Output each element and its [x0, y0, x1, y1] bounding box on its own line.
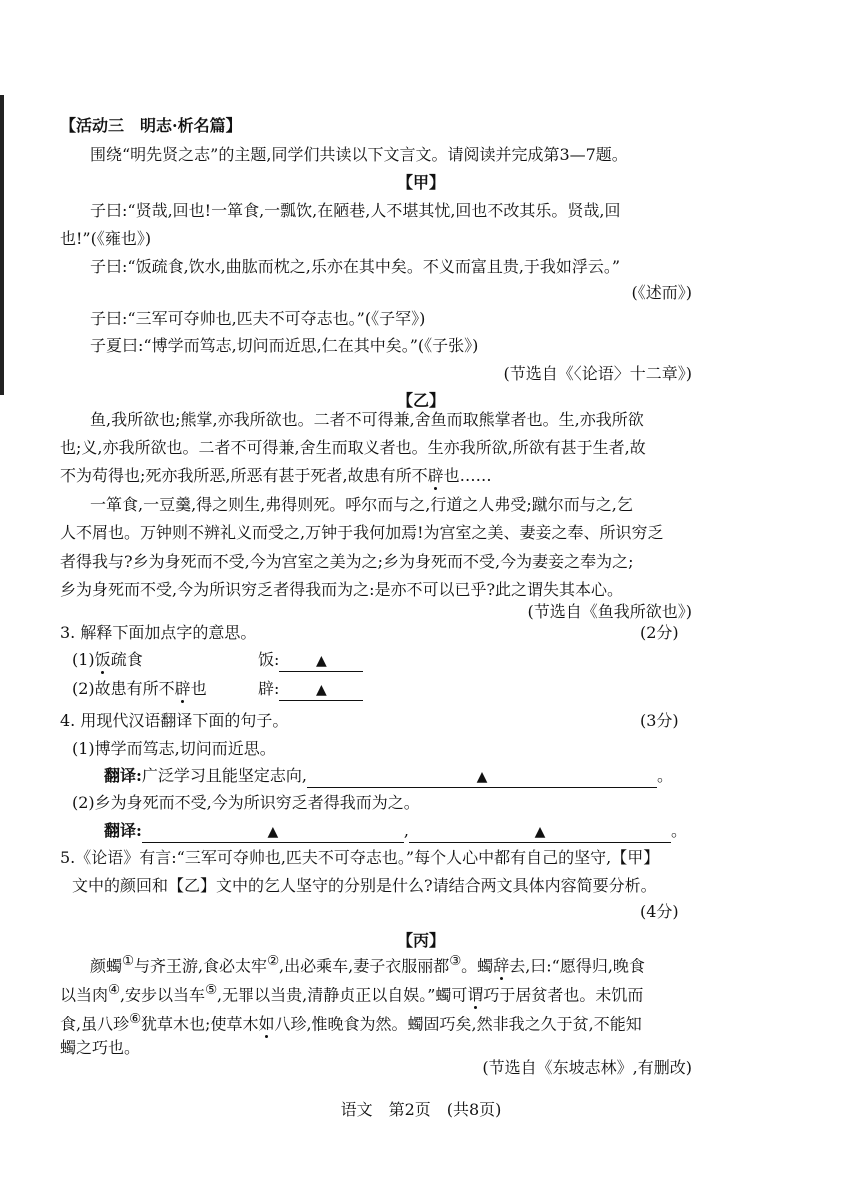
dotted-char: 辞: [493, 956, 510, 976]
q3-item-1: (1)饭疏食: [72, 650, 143, 669]
dotted-char: 辟: [427, 466, 444, 485]
yi-line-6: 者得我与?乡为身死而不受,今为宫室之美为之;乡为身死而不受,今为妻妾之奉为之;: [60, 552, 634, 571]
q4-stem: 4. 用现代汉语翻译下面的句子。: [60, 711, 289, 730]
q3-answer-2: 辟: ▲: [258, 677, 363, 701]
jia-line-3: 子曰:“饭疏食,饮水,曲肱而枕之,乐亦在其中矣。不义而富且贵,于我如浮云。”: [90, 257, 621, 276]
answer-blank[interactable]: ▲: [279, 679, 363, 701]
bing-line-1: 颜蠋①与齐王游,食必太牢②,出必乘车,妻子衣服丽都③。蠋辞去,曰:“愿得归,晚食: [90, 954, 645, 976]
jia-title: 【甲】: [396, 173, 445, 192]
bing-line-3: 食,虽八珍⑥犹草木也;使草木如八珍,惟晚食为然。蠋固巧矣,然非我之久于贫,不能知: [60, 1012, 642, 1034]
answer-blank[interactable]: ▲: [307, 766, 657, 788]
q5-score: (4分): [640, 902, 679, 921]
q4-item-2: (2)乡为身死而不受,今为所识穷乏者得我而为之。: [72, 793, 420, 812]
yi-line-5: 人不屑也。万钟则不辨礼义而受之,万钟于我何加焉!为宫室之美、妻妾之奉、所识穷乏: [60, 523, 664, 542]
yi-line-3: 不为苟得也;死亦我所恶,所恶有甚于死者,故患有所不辟也……: [60, 466, 492, 485]
yi-title: 【乙】: [396, 391, 445, 410]
q3-score: (2分): [640, 623, 679, 642]
q3-item-2: (2)故患有所不辟也: [72, 679, 207, 698]
answer-blank[interactable]: ▲: [409, 821, 671, 843]
page-footer: 语文 第2页 (共8页): [340, 1100, 502, 1119]
yi-source: (节选自《鱼我所欲也》): [527, 602, 692, 621]
bing-line-4: 蠋之巧也。: [60, 1038, 141, 1057]
q3-stem: 3. 解释下面加点字的意思。: [60, 623, 257, 642]
answer-blank[interactable]: ▲: [279, 650, 363, 672]
jia-source: (节选自《〈论语〉十二章》): [503, 364, 692, 383]
jia-line-4: 子曰:“三军可夺帅也,匹夫不可夺志也。”(《子罕》): [90, 309, 426, 328]
jia-line-5: 子夏曰:“博学而笃志,切问而近思,仁在其中矣。”(《子张》): [90, 336, 479, 355]
bing-line-2: 以当肉④,安步以当车⑤,无罪以当贵,清静贞正以自娱。”蠋可谓巧于居贫者也。未饥而: [60, 983, 644, 1005]
intro-text: 围绕“明先贤之志”的主题,同学们共读以下文言文。请阅读并完成第3—7题。: [90, 145, 628, 164]
jia-line-2: 也!”(《雍也》): [60, 229, 152, 248]
q4-score: (3分): [640, 711, 679, 730]
scan-edge: [0, 95, 4, 395]
q4-translation-2: 翻译: ▲ , ▲ 。: [104, 819, 687, 843]
q5-line-2: 文中的颜回和【乙】文中的乞人坚守的分别是什么?请结合两文具体内容简要分析。: [72, 876, 657, 895]
bing-title: 【丙】: [396, 931, 445, 950]
dotted-char: 如: [258, 1014, 275, 1034]
yi-line-7: 乡为身死而不受,今为所识穷乏者得我而为之:是亦不可以已乎?此之谓失其本心。: [60, 580, 624, 599]
answer-blank[interactable]: ▲: [142, 821, 404, 843]
q3-answer-1: 饭: ▲: [258, 648, 363, 672]
yi-line-1: 鱼,我所欲也;熊掌,亦我所欲也。二者不可得兼,舍鱼而取熊掌者也。生,亦我所欲: [90, 410, 644, 429]
q5-line-1: 5.《论语》有言:“三军可夺帅也,匹夫不可夺志也。”每个人心中都有自己的坚守,【甲】: [60, 848, 660, 867]
yi-line-2: 也;义,亦我所欲也。二者不可得兼,舍生而取义者也。生亦我所欲,所欲有甚于生者,故: [60, 438, 646, 457]
jia-line-3-source: (《述而》): [631, 283, 692, 302]
q4-item-1: (1)博学而笃志,切问而近思。: [72, 739, 276, 758]
dotted-char: 辟: [174, 679, 191, 698]
yi-line-4: 一箪食,一豆羹,得之则生,弗得则死。呼尔而与之,行道之人弗受;蹴尔而与之,乞: [90, 495, 633, 514]
bing-source: (节选自《东坡志林》,有删改): [482, 1058, 692, 1077]
jia-line-1: 子曰:“贤哉,回也!一箪食,一瓢饮,在陋巷,人不堪其忧,回也不改其乐。贤哉,回: [90, 201, 621, 220]
dotted-char: 谓: [467, 985, 484, 1005]
section-header: 【活动三 明志·析名篇】: [60, 116, 242, 135]
dotted-char: 饭: [94, 650, 111, 669]
q4-translation-1: 翻译:广泛学习且能坚定志向, ▲ 。: [104, 764, 673, 788]
